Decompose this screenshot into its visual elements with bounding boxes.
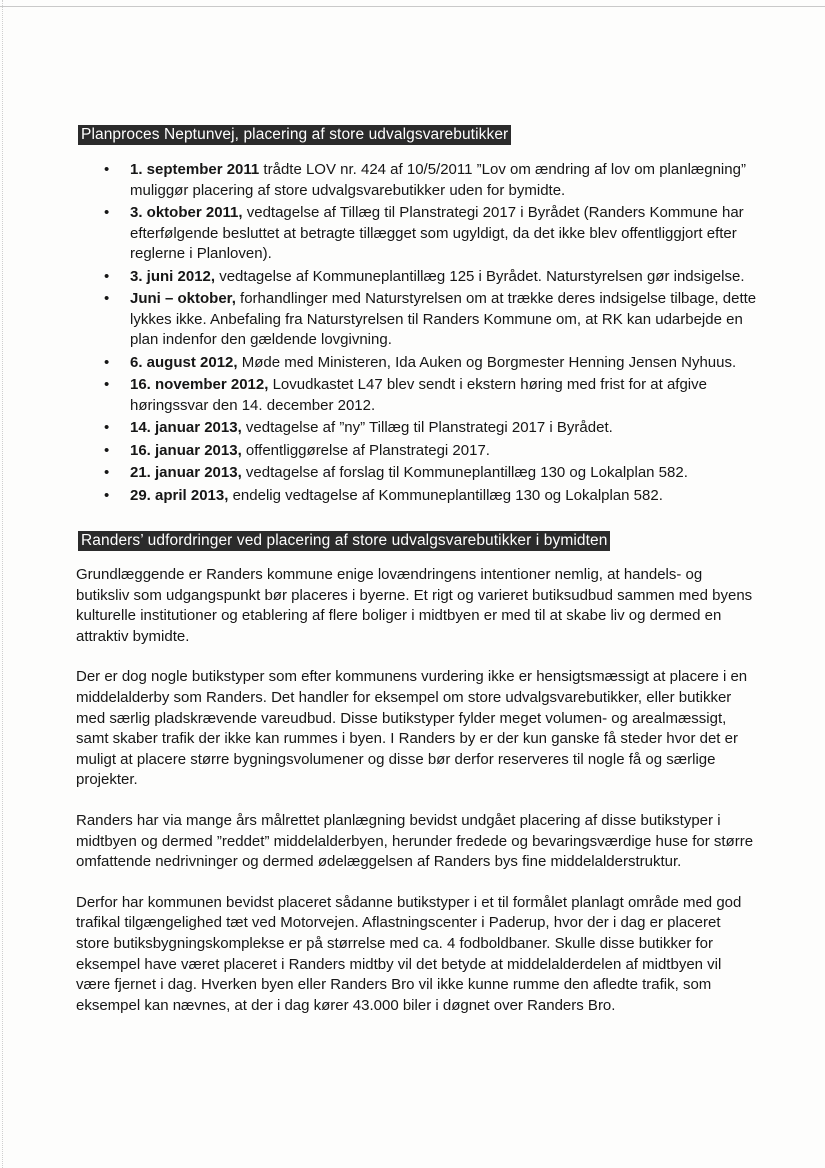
- scan-top-edge: [0, 6, 825, 7]
- paragraph: Derfor har kommunen bevidst placeret sådanne butikstyper i et til formålet planlagt område med god trafikal tilgængelighed tæt ved Motorvejen. Aflastningscenter i Paderup, hvor der i dag er placeret store butiksbygningskomplekse er på størrelse med ca. 4 fodboldbaner. Skulle disse butikker for eksempel have været placeret i Randers midtby vil det betyde at middelalderdelen af midtbyen vil være fjernet i dag. Hverken byen eller Randers Bro vil ikke kunne rumme den afledte trafik, som eksempel kan nævnes, at der i dag kører 43.000 biler i døgnet over Randers Bro.: [76, 893, 742, 1014]
- bullet-icon: •: [104, 353, 110, 371]
- paragraph: Randers har via mange års målrettet planlægning bevidst undgået placering af disse butikstyper i midtbyen og dermed ”reddet” middelalderbyen, herunder fredede og bevaringsværdige huse for større omfattende nedrivninger og dermed ødelæggelsen af Randers bys fine middelalderstruktur.: [76, 811, 754, 871]
- list-item: [84, 463, 764, 484]
- body-text: [76, 565, 756, 1036]
- bullet-icon: •: [104, 290, 110, 307]
- list-item: [84, 441, 764, 462]
- bullet-icon: •: [104, 161, 110, 178]
- bullet-icon: •: [104, 376, 110, 393]
- bullet-icon: •: [104, 464, 110, 481]
- paragraph: Grundlæggende er Randers kommune enige lovændringens intentioner nemlig, at handels- og butiksliv som udgangspunkt bør placeres i byerne. Et rigt og varieret butiksudbud sammen med byens kulturelle institutioner og etablering af flere boliger i midtbyen er med til at skabe liv og dermed en attraktiv bymidte.: [76, 566, 753, 645]
- item-date: 3. juni 2012,: [130, 267, 216, 285]
- item-date: 16. januar 2013,: [130, 441, 242, 459]
- item-date: 6. august 2012,: [130, 353, 238, 371]
- item-date: 14. januar 2013,: [130, 419, 242, 436]
- item-date: 1. september 2011: [130, 161, 260, 178]
- list-item: [84, 418, 764, 439]
- list-item: [84, 353, 764, 374]
- bullet-icon: •: [104, 419, 110, 436]
- item-date: 21. januar 2013,: [130, 464, 242, 481]
- item-text: Lovudkastet L47 blev sendt i ekstern høring med frist for at afgive høringssvar den 14. december 2012.: [130, 376, 707, 414]
- item-date: 3. oktober 2011,: [130, 204, 243, 221]
- bullet-icon: •: [104, 267, 110, 285]
- list-item: [84, 203, 764, 265]
- list-item: [84, 267, 764, 288]
- item-date: Juni – oktober,: [130, 290, 236, 307]
- paragraph: Der er dog nogle butikstyper som efter kommunens vurdering ikke er hensigtsmæssigt at placere i en middelalderby som Randers. Det handler for eksempel om store udvalgsvarebutikker, eller butikker med særlig pladskrævende vareudbud. Disse butikstyper fylder meget volumen- og arealmæssigt, samt skaber trafik der ikke kan rummes i byen. I Randers by er der kun ganske få steder hvor det er muligt at placere større bygningsvolumener og disse bør derfor reserveres til nogle få og særlige projekter.: [76, 668, 748, 789]
- item-date: 29. april 2013,: [130, 486, 229, 504]
- item-text: vedtagelse af ”ny” Tillæg til Planstrategi 2017 i Byrådet.: [241, 419, 613, 436]
- item-text: vedtagelse af Kommuneplantillæg 125 i Byrådet. Naturstyrelsen gør indsigelse.: [215, 267, 745, 285]
- item-text: endelig vedtagelse af Kommuneplantillæg 130 og Lokalplan 582.: [228, 486, 663, 504]
- item-text: vedtagelse af Tillæg til Planstrategi 2017 i Byrådet (Randers Kommune har efterfølgende besluttet at betragte tillægget som ugyldigt, da det ikke blev offentliggjort efter reglerne i Planloven).: [130, 204, 744, 262]
- list-item: [84, 289, 764, 351]
- scan-left-edge: [2, 0, 3, 1168]
- list-item: [84, 375, 764, 416]
- list-item: [84, 160, 764, 201]
- item-text: offentliggørelse af Planstrategi 2017.: [241, 441, 490, 459]
- list-item: [84, 486, 764, 507]
- section-heading-udfordringer: Randers’ udfordringer ved placering af store udvalgsvarebutikker i bymidten: [78, 531, 610, 551]
- section-heading-planproces: Planproces Neptunvej, placering af store udvalgsvarebutikker: [78, 125, 511, 145]
- item-text: Møde med Ministeren, Ida Auken og Borgmester Henning Jensen Nyhuus.: [237, 353, 737, 371]
- bullet-icon: •: [104, 441, 110, 459]
- bullet-icon: •: [104, 204, 110, 221]
- item-text: vedtagelse af forslag til Kommuneplantillæg 130 og Lokalplan 582.: [241, 464, 688, 481]
- item-text: trådte LOV nr. 424 af 10/5/2011 ”Lov om ændring af lov om planlægning” muliggør placering af store udvalgsvarebutikker uden for bymidte.: [130, 161, 746, 199]
- timeline-list: [84, 160, 764, 508]
- bullet-icon: •: [104, 486, 110, 504]
- item-date: 16. november 2012,: [130, 376, 269, 393]
- item-text: forhandlinger med Naturstyrelsen om at trække deres indsigelse tilbage, dette lykkes ikke. Anbefaling fra Naturstyrelsen til Randers Kommune om, at RK kan udarbejde en plan indenfor den gældende lovgivning.: [130, 290, 757, 348]
